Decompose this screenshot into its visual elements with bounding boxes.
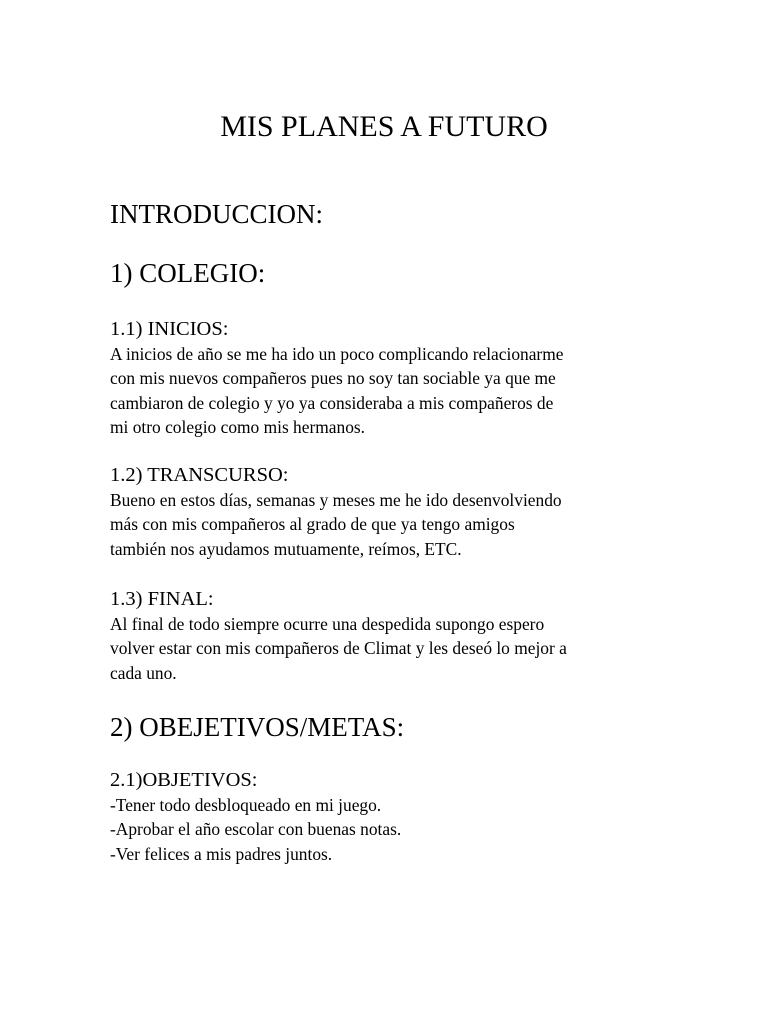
subsection-heading-inicios: 1.1) INICIOS: bbox=[110, 318, 229, 340]
list-item: -Tener todo desbloqueado en mi juego. bbox=[110, 795, 382, 815]
section-heading-objetivos-metas: 2) OBEJETIVOS/METAS: bbox=[110, 712, 405, 742]
paragraph-line: mi otro colegio como mis hermanos. bbox=[110, 416, 366, 437]
section-heading-colegio: 1) COLEGIO: bbox=[110, 258, 266, 288]
list-item: -Ver felices a mis padres juntos. bbox=[110, 843, 333, 864]
paragraph-final bbox=[110, 612, 670, 685]
paragraph-line: más con mis compañeros al grado de que ya tengo amigos bbox=[110, 514, 515, 535]
document-title: MIS PLANES A FUTURO bbox=[220, 110, 548, 143]
paragraph-line: también nos ayudamos mutuamente, reímos, ETC. bbox=[110, 538, 462, 559]
paragraph-line: Bueno en estos días, semanas y meses me he ido desenvolviendo bbox=[110, 490, 562, 510]
paragraph-line: volver estar con mis compañeros de Climat y les deseó lo mejor a bbox=[110, 638, 567, 659]
objectives-list bbox=[110, 793, 670, 866]
paragraph-line: A inicios de año se me ha ido un poco complicando relacionarme bbox=[110, 344, 564, 364]
subsection-heading-transcurso: 1.2) TRANSCURSO: bbox=[110, 464, 289, 486]
subsection-heading-objetivos: 2.1)OBJETIVOS: bbox=[110, 769, 258, 791]
list-item: -Aprobar el año escolar con buenas notas. bbox=[110, 819, 402, 840]
paragraph-inicios bbox=[110, 342, 670, 439]
paragraph-transcurso bbox=[110, 488, 670, 561]
paragraph-line: cada uno. bbox=[110, 662, 177, 683]
paragraph-line: cambiaron de colegio y yo ya consideraba a mis compañeros de bbox=[110, 392, 554, 413]
paragraph-line: con mis nuevos compañeros pues no soy tan sociable ya que me bbox=[110, 368, 556, 389]
introduction-heading: INTRODUCCION: bbox=[110, 199, 323, 229]
subsection-heading-final: 1.3) FINAL: bbox=[110, 588, 214, 610]
paragraph-line: Al final de todo siempre ocurre una despedida supongo espero bbox=[110, 614, 545, 634]
